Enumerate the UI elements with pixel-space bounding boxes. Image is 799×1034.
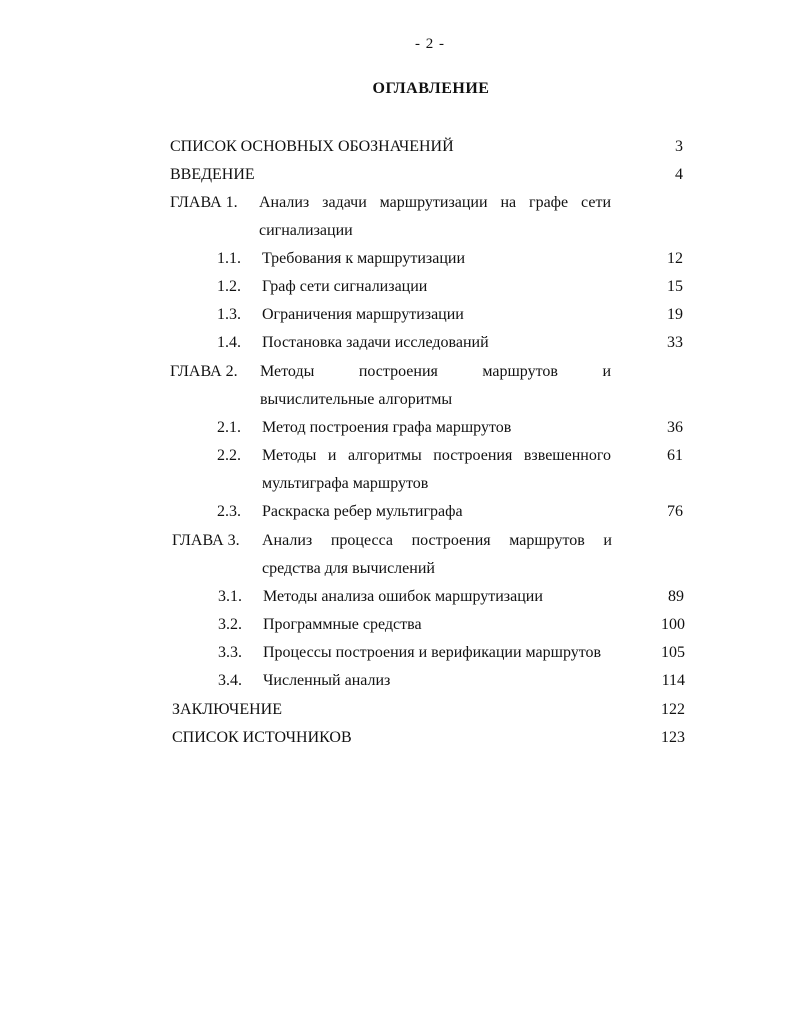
toc-entry-page: 15 (667, 278, 683, 295)
toc-entry-label: СПИСОК ИСТОЧНИКОВ (172, 729, 352, 746)
toc-entry-page: 105 (661, 644, 685, 661)
toc-entry-page: 122 (661, 701, 685, 718)
toc-section-title: Граф сети сигнализации (262, 278, 428, 295)
page-title: ОГЛАВЛЕНИЕ (372, 80, 490, 97)
toc-section-title: Постановка задачи исследований (262, 334, 489, 351)
toc-entry-page: 123 (661, 729, 685, 746)
toc-entry-page: 100 (661, 616, 685, 633)
toc-chapter-number: ГЛАВА 1. (170, 194, 238, 211)
toc-entry-page: 3 (675, 138, 683, 155)
toc-chapter-number: ГЛАВА 2. (170, 363, 238, 380)
toc-section-title: Требования к маршрутизации (262, 250, 465, 267)
toc-entry-page: 61 (667, 447, 683, 464)
toc-section-number: 2.2. (217, 447, 241, 464)
toc-chapter-title: Методы построения маршрутов и (260, 363, 611, 380)
toc-section-number: 2.1. (217, 419, 241, 436)
toc-entry-page: 76 (667, 503, 683, 520)
toc-section-title: Методы анализа ошибок маршрутизации (263, 588, 543, 605)
toc-section-number: 2.3. (217, 503, 241, 520)
toc-entry-page: 36 (667, 419, 683, 436)
toc-section-number: 1.1. (217, 250, 241, 267)
toc-entry-page: 19 (667, 306, 683, 323)
page-number: - 2 - (415, 36, 445, 52)
toc-section-number: 3.4. (218, 672, 242, 689)
toc-section-number: 3.2. (218, 616, 242, 633)
toc-entry-page: 12 (667, 250, 683, 267)
toc-entry-page: 114 (661, 672, 685, 689)
toc-section-number: 3.1. (218, 588, 242, 605)
toc-entry-label: СПИСОК ОСНОВНЫХ ОБОЗНАЧЕНИЙ (170, 138, 454, 155)
toc-section-title: Процессы построения и верификации маршрутов (263, 644, 602, 661)
toc-chapter-title-cont: сигнализации (259, 222, 353, 239)
toc-entry-page: 4 (675, 166, 683, 183)
toc-section-number: 1.3. (217, 306, 241, 323)
toc-chapter-title: Анализ процесса построения маршрутов и (262, 532, 612, 549)
toc-chapter-title-cont: вычислительные алгоритмы (260, 391, 453, 408)
toc-section-number: 1.2. (217, 278, 241, 295)
toc-section-title: Методы и алгоритмы построения взвешенного (262, 447, 611, 464)
toc-entry-page: 33 (667, 334, 683, 351)
toc-section-title: Программные средства (263, 616, 422, 633)
toc-chapter-title: Анализ задачи маршрутизации на графе сети (259, 194, 611, 211)
toc-section-title: Численный анализ (263, 672, 391, 689)
toc-section-number: 1.4. (217, 334, 241, 351)
toc-section-title: Раскраска ребер мультиграфа (262, 503, 463, 520)
toc-chapter-number: ГЛАВА 3. (172, 532, 240, 549)
toc-entry-label: ЗАКЛЮЧЕНИЕ (172, 701, 282, 718)
toc-section-title: Метод построения графа маршрутов (262, 419, 512, 436)
toc-chapter-title-cont: средства для вычислений (262, 560, 435, 577)
toc-section-number: 3.3. (218, 644, 242, 661)
toc-entry-label: ВВЕДЕНИЕ (170, 166, 255, 183)
toc-section-title: Ограничения маршрутизации (262, 306, 464, 323)
toc-entry-page: 89 (668, 588, 684, 605)
toc-section-title-cont: мультиграфа маршрутов (262, 475, 429, 492)
